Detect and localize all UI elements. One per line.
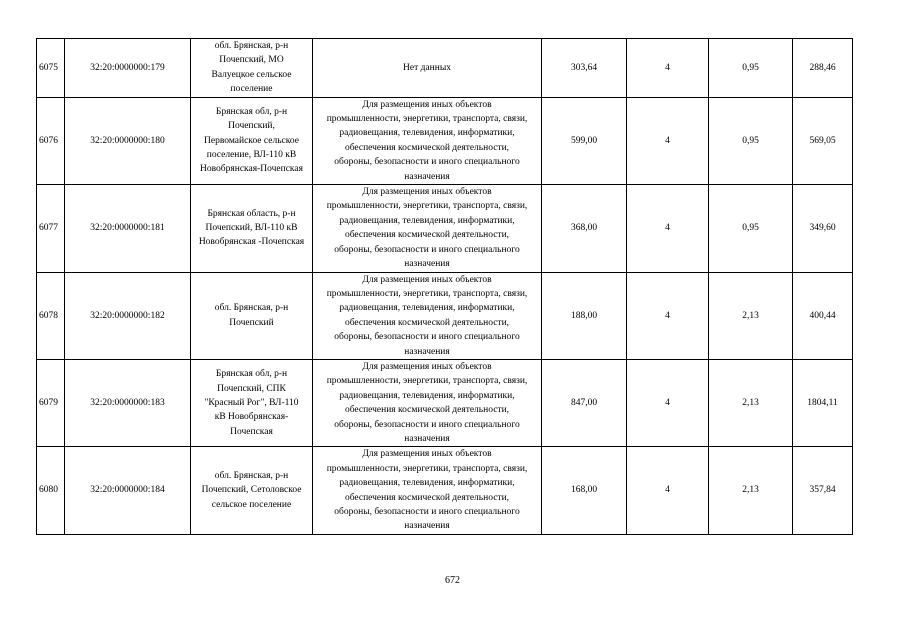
rate-cell: 0,95 [709,39,793,98]
value-cell: 400,44 [793,272,853,359]
page-number: 672 [445,575,460,586]
purpose-cell [313,359,542,446]
area-cell: 368,00 [542,185,627,272]
address-text: обл. Брянская, р-н Почепский, Сетоловское сельское поселение [201,470,302,510]
table-row [37,185,853,272]
group-cell: 4 [627,185,709,272]
cadastral-number: 32:20:0000000:180 [65,97,191,184]
area-cell: 188,00 [542,272,627,359]
area-cell: 303,64 [542,39,627,98]
purpose-cell [313,272,542,359]
address-cell [191,97,313,184]
purpose-text: Для размещения иных объектов промышленности, энергетики, транспорта, связи, радиовещания, телевидения, информатики, обеспечения космической деятельности, обороны, безопасности и иного специального назначения [326,361,528,444]
row-number: 6077 [37,185,65,272]
group-cell: 4 [627,447,709,534]
group-cell: 4 [627,97,709,184]
rate-cell: 2,13 [709,359,793,446]
address-text: Брянская обл, р-н Почепский, Первомайское сельское поселение, ВЛ-110 кВ Новобрянская-Почепская [200,106,303,175]
address-cell [191,447,313,534]
row-number: 6080 [37,447,65,534]
table-row [37,447,853,534]
address-text: Брянская область, р-н Почепский, ВЛ-110 кВ Новобрянская -Почепская [198,208,305,248]
area-cell: 168,00 [542,447,627,534]
purpose-cell [313,97,542,184]
value-cell: 1804,11 [793,359,853,446]
purpose-cell [313,185,542,272]
address-text: обл. Брянская, р-н Почепский [214,303,289,328]
area-cell: 847,00 [542,359,627,446]
purpose-cell [313,447,542,534]
rate-cell: 2,13 [709,447,793,534]
area-cell: 599,00 [542,97,627,184]
address-text: обл. Брянская, р-н Почепский, МО Валуецкое сельское поселение [211,41,292,95]
table-row [37,39,853,98]
address-cell [191,39,313,98]
rate-cell: 0,95 [709,185,793,272]
purpose-text: Нет данных [403,62,451,73]
value-cell: 357,84 [793,447,853,534]
table-row [37,359,853,446]
purpose-text: Для размещения иных объектов промышленности, энергетики, транспорта, связи, радиовещания, телевидения, информатики, обеспечения космической деятельности, обороны, безопасности и иного специального назначения [326,449,528,532]
address-cell [191,185,313,272]
group-cell: 4 [627,39,709,98]
row-number: 6078 [37,272,65,359]
row-number: 6079 [37,359,65,446]
value-cell: 288,46 [793,39,853,98]
rate-cell: 2,13 [709,272,793,359]
table-row [37,272,853,359]
cadastral-number: 32:20:0000000:179 [65,39,191,98]
cadastral-number: 32:20:0000000:184 [65,447,191,534]
row-number: 6076 [37,97,65,184]
purpose-cell [313,39,542,98]
rate-cell: 0,95 [709,97,793,184]
purpose-text: Для размещения иных объектов промышленности, энергетики, транспорта, связи, радиовещания, телевидения, информатики, обеспечения космической деятельности, обороны, безопасности и иного специального назначения [326,274,528,357]
group-cell: 4 [627,272,709,359]
address-text: Брянская обл, р-н Почепский, СПК "Красный Рог", ВЛ-110 кВ Новобрянская- Почепская [204,369,299,437]
value-cell: 349,60 [793,185,853,272]
land-registry-table [36,38,853,535]
cadastral-number: 32:20:0000000:181 [65,185,191,272]
value-cell: 569,05 [793,97,853,184]
purpose-text: Для размещения иных объектов промышленности, энергетики, транспорта, связи, радиовещания, телевидения, информатики, обеспечения космической деятельности, обороны, безопасности и иного специального назначения [326,187,528,270]
address-cell [191,359,313,446]
row-number: 6075 [37,39,65,98]
purpose-text: Для размещения иных объектов промышленности, энергетики, транспорта, связи, радиовещания, телевидения, информатики, обеспечения космической деятельности, обороны, безопасности и иного специального назначения [326,99,528,182]
address-cell [191,272,313,359]
table-row [37,97,853,184]
cadastral-number: 32:20:0000000:183 [65,359,191,446]
group-cell: 4 [627,359,709,446]
cadastral-number: 32:20:0000000:182 [65,272,191,359]
